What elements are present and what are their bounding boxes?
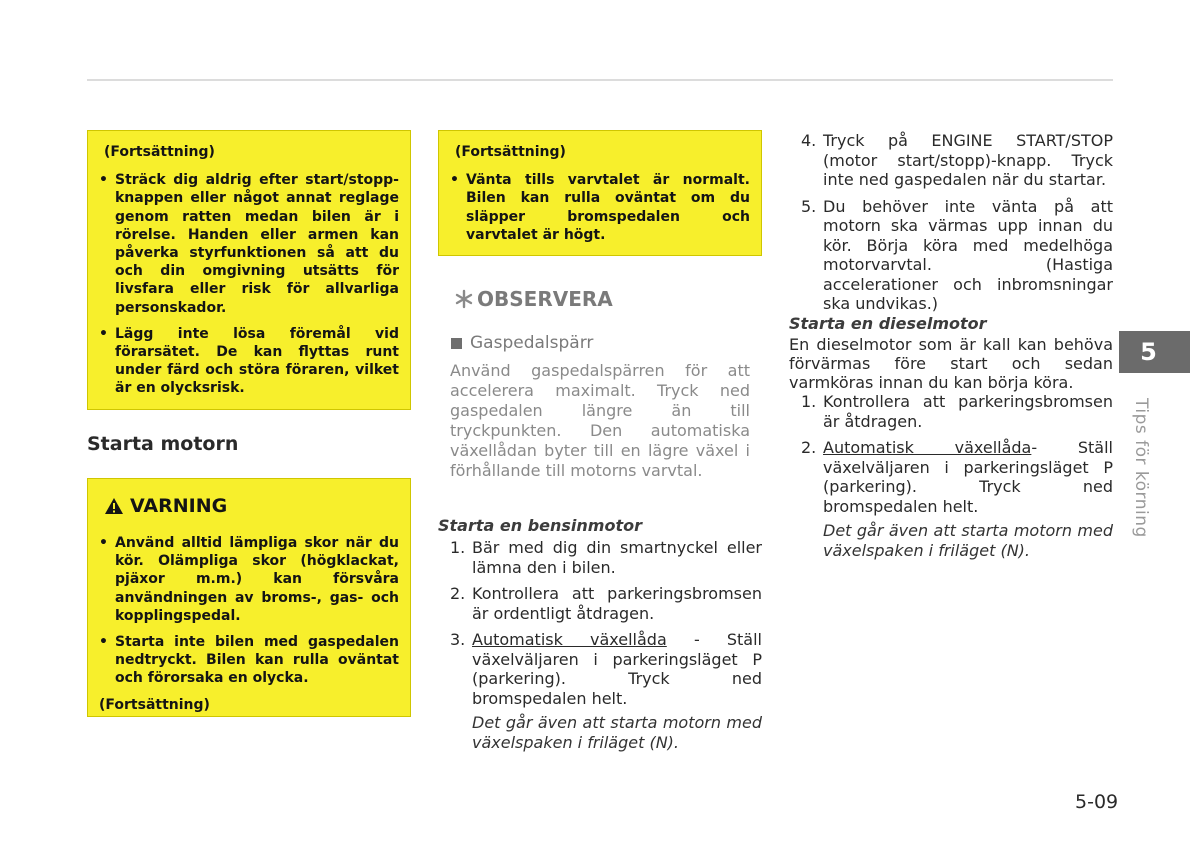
top-divider	[87, 79, 1113, 81]
observera-subtitle-text: Gaspedalspärr	[470, 333, 594, 353]
asterisk-icon	[454, 289, 474, 309]
section-title: Starta motorn	[87, 433, 239, 455]
warning-title: VARNING	[130, 495, 228, 517]
subheading-diesel: Starta en dieselmotor	[789, 314, 987, 333]
steps-continued	[801, 131, 1113, 321]
caution-box-continued	[438, 130, 762, 256]
step-item: 1. Bär med dig din smartnyckel eller lämna den i bilen.	[450, 538, 762, 577]
step-item: 2. Kontrollera att parkeringsbromsen är ordentligt åtdragen.	[450, 584, 762, 623]
step-item: 1. Kontrollera att parkeringsbromsen är åtdragen.	[801, 392, 1113, 431]
observera-title: OBSERVERA	[477, 287, 613, 311]
step-item: 3. Automatisk växellåda - Ställ växelväljaren i parkeringsläget P (parkering). Tryck ned bromspedalen helt.	[450, 630, 762, 708]
observera-heading	[454, 287, 613, 311]
warning-item: • Starta inte bilen med gaspedalen nedtryckt. Bilen kan rulla oväntat och förorsaka en olycka.	[99, 633, 399, 688]
step-item: 2. Automatisk växellåda- Ställ växelväljaren i parkeringsläget P (parkering). Tryck ned bromspedalen helt.	[801, 438, 1113, 516]
link-automatic-gearbox[interactable]: Automatisk växellåda	[823, 438, 1032, 457]
caution-box-continued	[87, 130, 411, 410]
chapter-label: Tips för körning	[1131, 398, 1151, 538]
step-item: 4. Tryck på ENGINE START/STOP (motor start/stopp)-knapp. Tryck inte ned gaspedalen när du startar.	[801, 131, 1113, 189]
warning-header	[104, 494, 399, 518]
page-number: 5-09	[1075, 791, 1119, 813]
chapter-tab[interactable]: 5	[1119, 331, 1190, 373]
square-bullet-icon	[451, 338, 462, 349]
caution-item: • Sträck dig aldrig efter start/stopp-knappen eller något annat reglage genom ratten medan bilen är i rörelse. Handen eller armen kan påverka styrfunktionen så att du och din omgivning utsätts för livsfara eller risk för allvarliga personskador.	[99, 171, 399, 317]
warning-list	[99, 534, 399, 688]
warning-triangle-icon	[104, 497, 124, 515]
caution-list	[99, 171, 399, 397]
warning-box	[87, 478, 411, 717]
caution-item: • Lägg inte lösa föremål vid förarsätet. De kan flyttas runt under färd och störa föraren, vilket är en olycksrisk.	[99, 325, 399, 398]
link-automatic-gearbox[interactable]: Automatisk växellåda	[472, 630, 667, 649]
step-item: 5. Du behöver inte vänta på att motorn ska värmas upp innan du kör. Börja köra med medelhöga motorvarvtal. (Hastiga accelerationer och inbromsningar ska undvikas.)	[801, 196, 1113, 313]
continuation-label: (Fortsättning)	[99, 696, 210, 713]
step-note: Det går även att starta motorn med växelspaken i friläget (N).	[472, 713, 762, 752]
warning-item: • Använd alltid lämpliga skor när du kör. Olämpliga skor (högklackat, pjäxor m.m.) kan försvåra användningen av broms-, gas- och kopplingspedal.	[99, 534, 399, 625]
caution-item: • Vänta tills varvtalet är normalt. Bilen kan rulla oväntat om du släpper bromspedalen och varvtalet är högt.	[450, 171, 750, 244]
observera-subtitle	[451, 333, 593, 353]
continuation-label: (Fortsättning)	[455, 144, 566, 160]
caution-list	[450, 171, 750, 244]
petrol-steps	[450, 538, 762, 759]
diesel-intro: En dieselmotor som är kall kan behöva förvärmas före start och sedan varmköras innan du kan börja köra.	[789, 335, 1113, 392]
step-note: Det går även att starta motorn med växelspaken i friläget (N).	[823, 521, 1113, 560]
continuation-label: (Fortsättning)	[104, 144, 215, 160]
subheading-petrol: Starta en bensinmotor	[438, 516, 642, 535]
observera-body: Använd gaspedalspärren för att accelerera maximalt. Tryck ned gaspedalen längre än till tryckpunkten. Den automatiska växellådan byter till en lägre växel i förhållande till motorns varvtal.	[450, 361, 750, 480]
diesel-steps	[801, 392, 1113, 567]
